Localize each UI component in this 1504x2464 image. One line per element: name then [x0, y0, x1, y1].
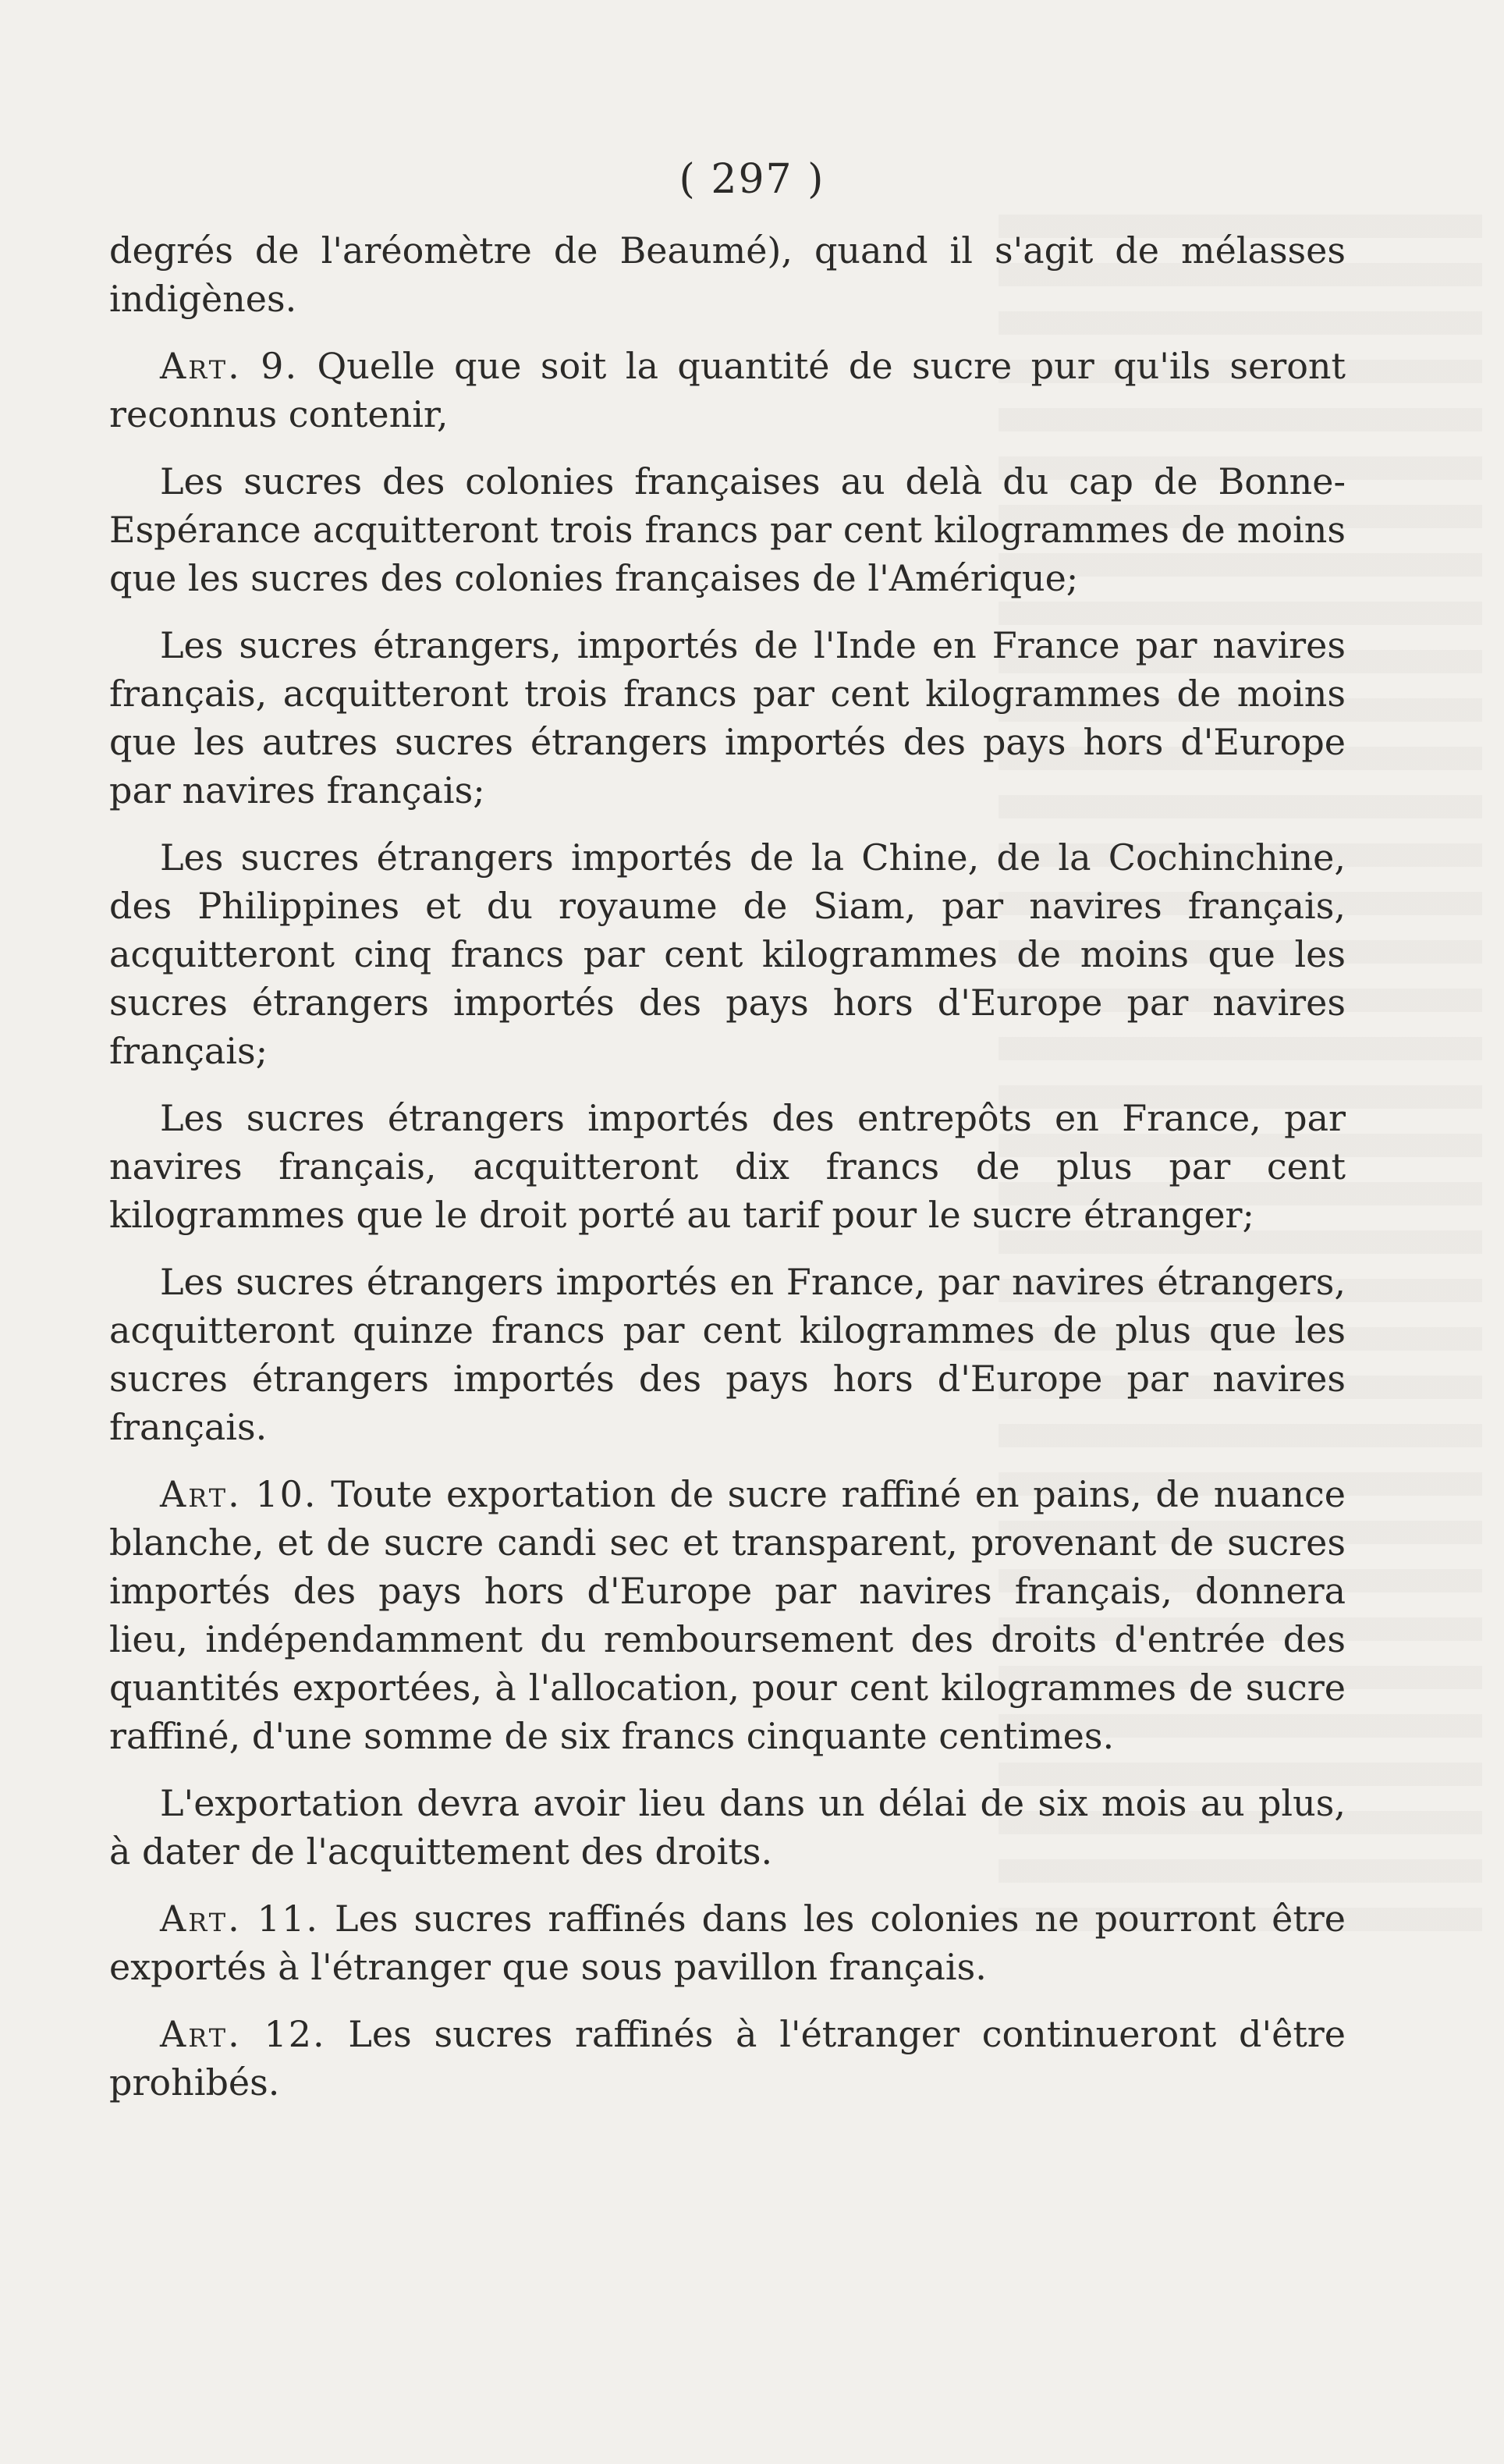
article-label: Art.	[160, 1473, 242, 1515]
article-number: 10.	[255, 1473, 317, 1515]
paragraph-text: L'exportation devra avoir lieu dans un délai de six mois au plus, à dater de l'acquittement des droits.	[109, 1782, 1346, 1873]
paragraph	[109, 621, 1346, 815]
paragraph-text: Les sucres étrangers importés de la Chine, de la Cochinchine, des Philippines et du royaume de Siam, par navires français, acquitteront cinq francs par cent kilogrammes de moins que les sucres étrangers importés des pays hors d'Europe par navires français;	[109, 836, 1346, 1072]
body-text	[109, 226, 1346, 2107]
paragraph	[109, 1094, 1346, 1239]
paragraph-text: Les sucres étrangers, importés de l'Inde en France par navires français, acquitteront trois francs par cent kilogrammes de moins que les autres sucres étrangers importés des pays hors d'Europe par navires français;	[109, 624, 1346, 811]
paragraph-text: Quelle que soit la quantité de sucre pur qu'ils seront reconnus contenir,	[109, 345, 1346, 435]
paragraph-continuation	[109, 226, 1346, 323]
paragraph-text: Les sucres étrangers importés en France, par navires étrangers, acquitteront quinze francs par cent kilogrammes de plus que les sucres étrangers importés des pays hors d'Europe par navires français.	[109, 1261, 1346, 1448]
article-label: Art.	[160, 2013, 242, 2055]
paragraph-text: Les sucres raffinés à l'étranger continueront d'être prohibés.	[109, 2013, 1346, 2104]
article-9	[109, 342, 1346, 438]
paragraph-text: degrés de l'aréomètre de Beaumé), quand il s'agit de mélasses indigènes.	[109, 229, 1346, 320]
article-number: 11.	[257, 1898, 319, 1940]
article-label: Art.	[160, 345, 242, 387]
paragraph-text: Les sucres des colonies françaises au delà du cap de Bonne-Espérance acquitteront trois francs par cent kilogrammes de moins que les sucres des colonies françaises de l'Amérique;	[109, 460, 1346, 599]
article-label: Art.	[160, 1898, 242, 1940]
article-number: 9.	[261, 345, 299, 387]
paragraph	[109, 1258, 1346, 1451]
paragraph	[109, 1779, 1346, 1876]
article-10	[109, 1470, 1346, 1760]
paragraph-text: Les sucres étrangers importés des entrepôts en France, par navires français, acquitteront dix francs de plus par cent kilogrammes que le droit porté au tarif pour le sucre étranger;	[109, 1097, 1346, 1236]
article-11	[109, 1894, 1346, 1991]
paragraph	[109, 833, 1346, 1075]
article-12	[109, 2010, 1346, 2107]
paragraph-text: Toute exportation de sucre raffiné en pains, de nuance blanche, et de sucre candi sec et transparent, provenant de sucres importés des pays hors d'Europe par navires français, donnera lieu, indépendamment du remboursement des droits d'entrée des quantités exportées, à l'allocation, pour cent kilogrammes de sucre raffiné, d'une somme de six francs cinquante centimes.	[109, 1473, 1346, 1757]
paragraph-text: Les sucres raffinés dans les colonies ne pourront être exportés à l'étranger que sous pavillon français.	[109, 1898, 1346, 1988]
paragraph	[109, 457, 1346, 602]
article-number: 12.	[264, 2013, 326, 2055]
page-number: ( 297 )	[679, 156, 825, 203]
